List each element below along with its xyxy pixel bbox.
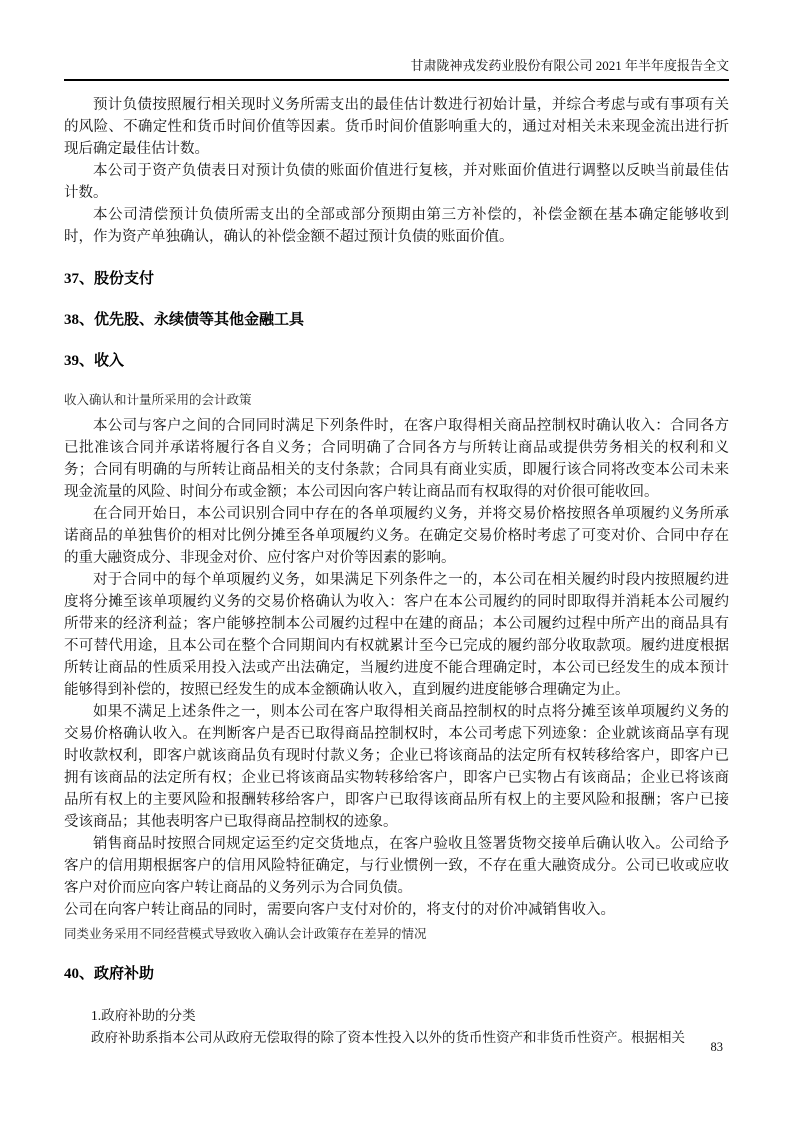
page-header <box>64 58 729 81</box>
revenue-diff-label: 同类业务采用不同经营模式导致收入确认会计政策存在差异的情况 <box>64 927 427 941</box>
heading-37-share-payment: 37、股份支付 <box>64 271 155 287</box>
revenue-paragraph-2: 在合同开始日，本公司识别合同中存在的各单项履约义务，并将交易价格按照各单项履约义务所承诺商品的单独售价的相对比例分摊至各单项履约义务。在确定交易价格时考虑了可变对价、合同中存在的重大融资成分、非现金对价、应付客户对价等因素的影响。 <box>64 506 729 566</box>
heading-38-preferred-shares: 38、优先股、永续债等其他金融工具 <box>64 312 305 328</box>
revenue-paragraph-5: 销售商品时按照合同规定运至约定交货地点，在客户验收且签署货物交接单后确认收入。公司给予客户的信用期根据客户的信用风险特征确定，与行业惯例一致，不存在重大融资成分。公司已收或应收客户对价而应向客户转让商品的义务列示为合同负债。 <box>64 836 729 896</box>
revenue-paragraph-6: 公司在向客户转让商品的同时，需要向客户支付对价的，将支付的对价冲减销售收入。 <box>64 902 615 918</box>
provision-paragraph-2: 本公司于资产负债表日对预计负债的账面价值进行复核，并对账面价值进行调整以反映当前最佳估计数。 <box>64 163 729 201</box>
header-title: 甘肃陇神戎发药业股份有限公司 2021 年半年度报告全文 <box>410 58 729 73</box>
revenue-paragraph-1: 本公司与客户之间的合同同时满足下列条件时，在客户取得相关商品控制权时确认收入：合同各方已批准该合同并承诺将履行各自义务；合同明确了合同各方与所转让商品或提供劳务相关的权利和义务；合同有明确的与所转让商品相关的支付条款；合同具有商业实质，即履行该合同将改变本公司未来现金流量的风险、时间分布或金额；本公司因向客户转让商品而有权取得的对价很可能收回。 <box>64 418 729 500</box>
provision-paragraph-1: 预计负债按照履行相关现时义务所需支出的最佳估计数进行初始计量，并综合考虑与或有事项有关的风险、不确定性和货币时间价值等因素。货币时间价值影响重大的，通过对相关未来现金流出进行折现后确定最佳估计数。 <box>64 97 729 157</box>
provision-paragraph-3: 本公司清偿预计负债所需支出的全部或部分预期由第三方补偿的，补偿金额在基本确定能够收到时，作为资产单独确认，确认的补偿金额不超过预计负债的账面价值。 <box>64 207 729 245</box>
heading-40-government-grants: 40、政府补助 <box>64 966 155 982</box>
revenue-policy-label: 收入确认和计量所采用的会计政策 <box>64 393 252 407</box>
page-number: 83 <box>710 1040 723 1054</box>
revenue-paragraph-3: 对于合同中的每个单项履约义务，如果满足下列条件之一的，本公司在相关履约时段内按照履约进度将分摊至该单项履约义务的交易价格确认为收入：客户在本公司履约的同时即取得并消耗本公司履约所带来的经济利益；客户能够控制本公司履约过程中在建的商品；本公司履约过程中所产出的商品具有不可替代用途，且本公司在整个合同期间内有权就累计至今已完成的履约部分收取款项。履约进度根据所转让商品的性质采用投入法或产出法确定，当履约进度不能合理确定时，本公司已经发生的成本预计能够得到补偿的，按照已经发生的成本金额确认收入，直到履约进度能够合理确定为止。 <box>64 572 729 698</box>
gov-grant-item-1: 1.政府补助的分类 <box>91 1008 196 1023</box>
gov-grant-paragraph-1: 政府补助系指本公司从政府无偿取得的除了资本性投入以外的货币性资产和非货币性资产。根据相关 <box>91 1030 685 1045</box>
revenue-paragraph-4: 如果不满足上述条件之一，则本公司在客户取得相关商品控制权的时点将分摊至该单项履约义务的交易价格确认收入。在判断客户是否已取得商品控制权时，本公司考虑下列迹象：企业就该商品享有现时收款权利，即客户就该商品负有现时付款义务；企业已将该商品的法定所有权转移给客户，即客户已拥有该商品的法定所有权；企业已将该商品实物转移给客户，即客户已实物占有该商品；企业已将该商品所有权上的主要风险和报酬转移给客户，即客户已取得该商品所有权上的主要风险和报酬；客户已接受该商品；其他表明客户已取得商品控制权的迹象。 <box>64 704 729 830</box>
page-content <box>64 94 729 1049</box>
heading-39-revenue: 39、收入 <box>64 353 125 369</box>
